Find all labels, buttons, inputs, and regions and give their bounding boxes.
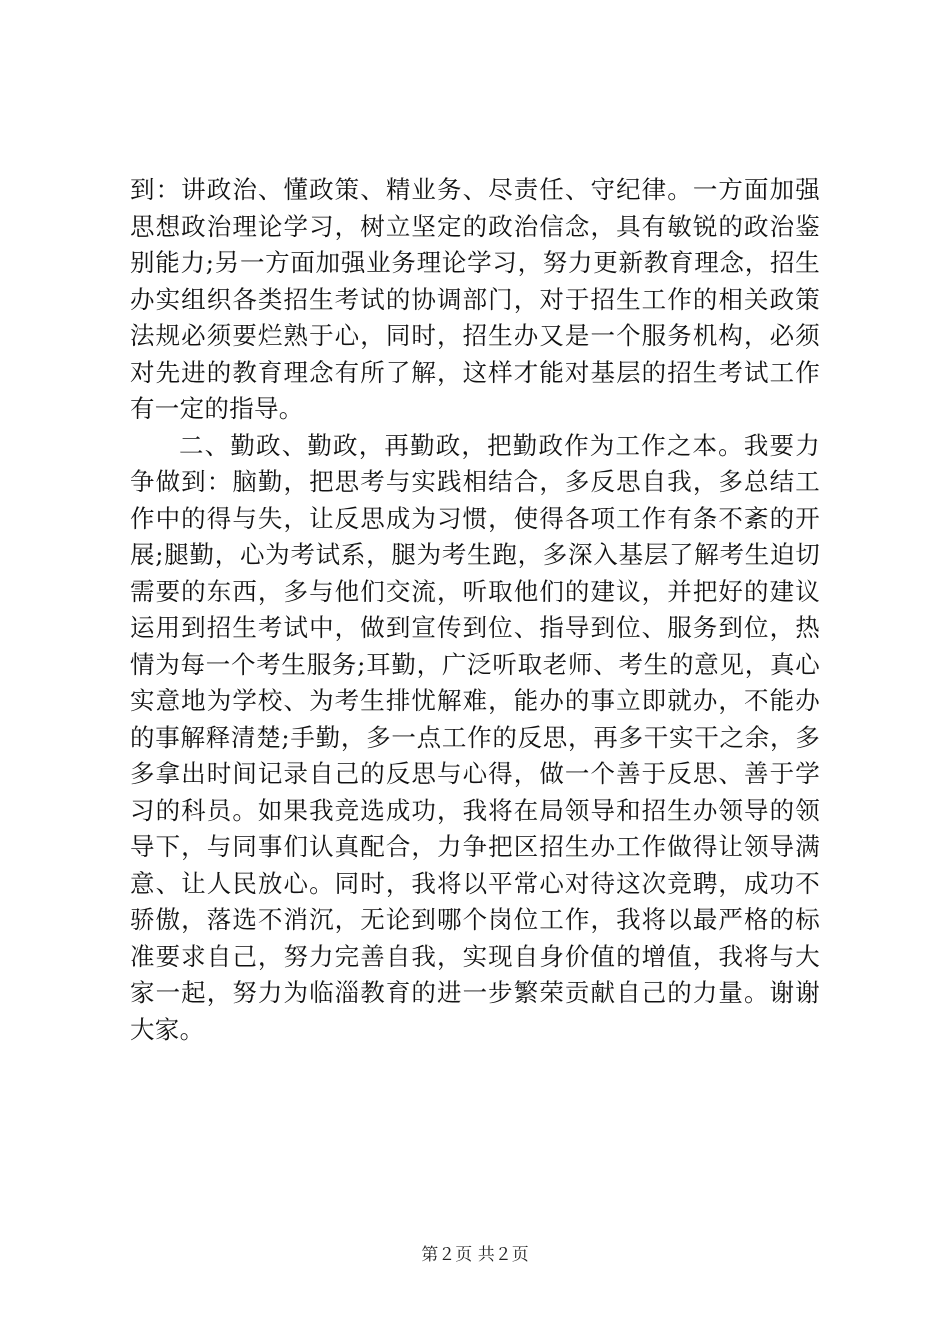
document-body	[130, 172, 820, 1048]
text-line: 别能力;另一方面加强业务理论学习，努力更新教育理念，招生	[130, 248, 820, 277]
text-line: 的事解释清楚;手勤，多一点工作的反思，再多干实干之余，多	[130, 722, 820, 752]
text-line: 运用到招生考试中，做到宣传到位、指导到位、服务到位，热	[130, 613, 820, 642]
text-line: 法规必须要烂熟于心，同时，招生办又是一个服务机构，必须	[130, 321, 820, 350]
text-line: 准要求自己，努力完善自我，实现自身价值的增值，我将与大	[130, 941, 820, 971]
text-line: 情为每一个考生服务;耳勤，广泛听取老师、考生的意见，真心	[130, 649, 820, 679]
text-line: 展;腿勤，心为考试系，腿为考生跑，多深入基层了解考生迫切	[130, 540, 820, 569]
text-line: 到：讲政治、懂政策、精业务、尽责任、守纪律。一方面加强	[130, 175, 820, 204]
text-line: 意、让人民放心。同时，我将以平常心对待这次竞聘，成功不	[130, 868, 820, 898]
text-line: 大家。	[130, 1014, 205, 1044]
text-line: 家一起，努力为临淄教育的进一步繁荣贡献自己的力量。谢谢	[130, 978, 820, 1007]
text-line: 争做到：脑勤，把思考与实践相结合，多反思自我，多总结工	[130, 467, 820, 496]
page-number-footer: 第２页 共２页	[421, 1245, 529, 1265]
text-line: 实意地为学校、为考生排忧解难，能办的事立即就办，不能办	[130, 686, 820, 715]
text-line: 作中的得与失，让反思成为习惯，使得各项工作有条不紊的开	[130, 503, 820, 533]
text-line: 思想政治理论学习，树立坚定的政治信念，具有敏锐的政治鉴	[130, 211, 820, 241]
text-line: 办实组织各类招生考试的协调部门，对于招生工作的相关政策	[130, 284, 820, 314]
text-line: 骄傲，落选不消沉，无论到哪个岗位工作，我将以最严格的标	[130, 905, 820, 934]
text-line: 导下，与同事们认真配合，力争把区招生办工作做得让领导满	[130, 832, 820, 861]
text-line: 多拿出时间记录自己的反思与心得，做一个善于反思、善于学	[130, 759, 820, 788]
text-line: 对先进的教育理念有所了解，这样才能对基层的招生考试工作	[130, 357, 820, 387]
text-line: 需要的东西，多与他们交流，听取他们的建议，并把好的建议	[130, 576, 820, 606]
text-line: 有一定的指导。	[130, 394, 304, 423]
paragraph-first-line: 二、勤政、勤政，再勤政，把勤政作为工作之本。我要力	[179, 430, 820, 460]
text-line: 习的科员。如果我竞选成功，我将在局领导和招生办领导的领	[130, 795, 820, 825]
